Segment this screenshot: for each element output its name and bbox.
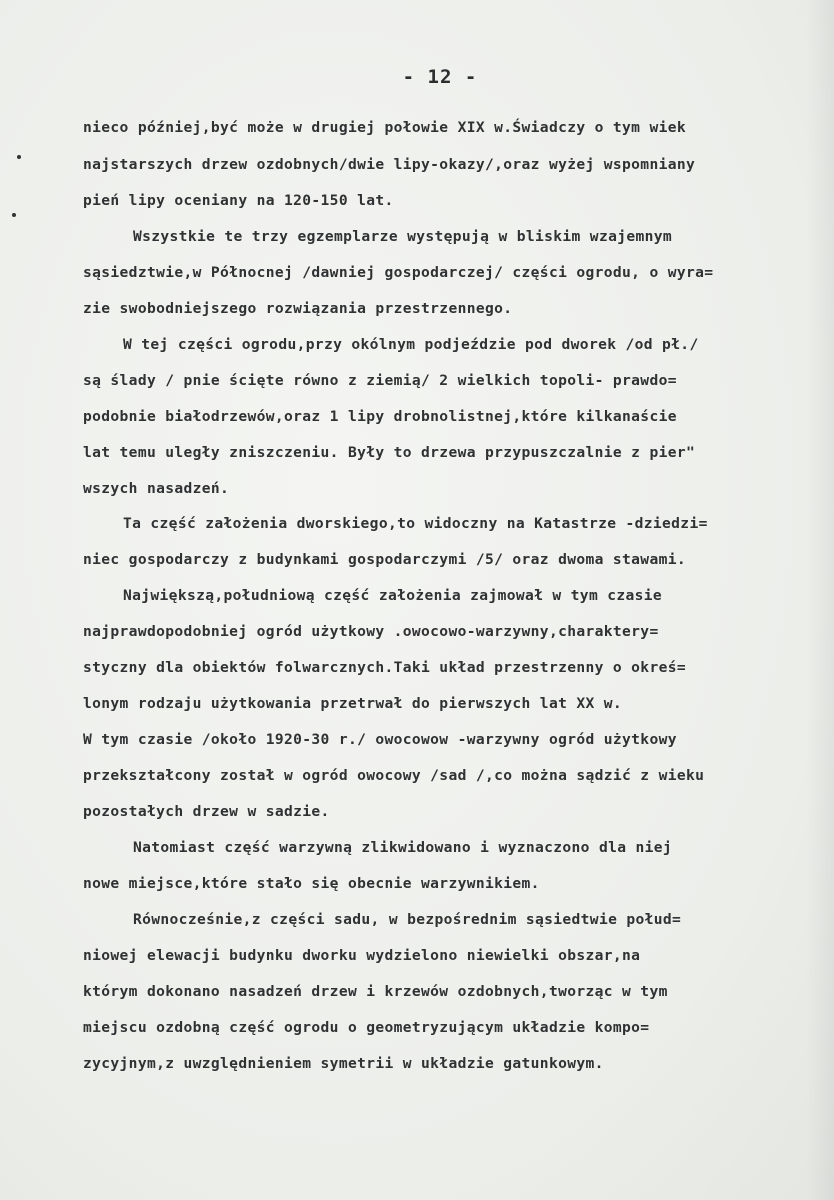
text-line: lonym rodzaju użytkowania przetrwał do pierwszych lat XX w. bbox=[83, 695, 623, 712]
text-line: Ta część założenia dworskiego,to widoczny na Katastrze -dziedzi= bbox=[123, 515, 708, 532]
text-line: Równocześnie,z części sadu, w bezpośrednim sąsiedtwie połud= bbox=[133, 911, 682, 928]
text-line: styczny dla obiektów folwarcznych.Taki układ przestrzenny o okreś= bbox=[83, 659, 686, 676]
margin-dot bbox=[12, 213, 16, 217]
page-number: - 12 - bbox=[402, 66, 478, 88]
text-line: wszych nasadzeń. bbox=[83, 480, 230, 497]
text-line: najprawdopodobniej ogród użytkowy .owocowo-warzywny,charaktery= bbox=[83, 623, 659, 640]
text-line: zycyjnym,z uwzględnieniem symetrii w układzie gatunkowym. bbox=[83, 1055, 604, 1072]
page-edge-shadow bbox=[806, 0, 834, 1200]
text-line: najstarszych drzew ozdobnych/dwie lipy-okazy/,oraz wyżej wspomniany bbox=[83, 156, 696, 173]
text-line: podobnie białodrzewów,oraz 1 lipy drobnolistnej,które kilkanaście bbox=[83, 408, 677, 425]
text-line: Wszystkie te trzy egzemplarze występują w bliskim wzajemnym bbox=[133, 228, 673, 245]
text-line: przekształcony został w ogród owocowy /sad /,co można sądzić z wieku bbox=[83, 767, 705, 784]
text-line: Natomiast część warzywną zlikwidowano i wyznaczono dla niej bbox=[133, 839, 673, 856]
margin-dot bbox=[17, 155, 21, 159]
text-line: pozostałych drzew w sadzie. bbox=[83, 803, 330, 820]
text-line: miejscu ozdobną część ogrodu o geometryzującym układzie kompo= bbox=[83, 1019, 650, 1036]
text-line: niowej elewacji budynku dworku wydzielono niewielki obszar,na bbox=[83, 947, 641, 964]
text-line: którym dokonano nasadzeń drzew i krzewów ozdobnych,tworząc w tym bbox=[83, 983, 668, 1000]
text-line: nowe miejsce,które stało się obecnie warzywnikiem. bbox=[83, 875, 540, 892]
text-line: sąsiedztwie,w Północnej /dawniej gospodarczej/ części ogrodu, o wyra= bbox=[83, 264, 714, 281]
text-line: niec gospodarczy z budynkami gospodarczymi /5/ oraz dwoma stawami. bbox=[83, 551, 686, 568]
text-line: nieco później,być może w drugiej połowie XIX w.Świadczy o tym wiek bbox=[83, 119, 686, 136]
text-line: lat temu uległy zniszczeniu. Były to drzewa przypuszczalnie z pier" bbox=[83, 444, 696, 461]
text-line: pień lipy oceniany na 120-150 lat. bbox=[83, 192, 394, 209]
text-line: zie swobodniejszego rozwiązania przestrzennego. bbox=[83, 300, 513, 317]
text-line: W tej części ogrodu,przy okólnym podjeździe pod dworek /od pł./ bbox=[123, 336, 699, 353]
text-line: W tym czasie /około 1920-30 r./ owocowow -warzywny ogród użytkowy bbox=[83, 731, 677, 748]
text-line: są ślady / pnie ścięte równo z ziemią/ 2 wielkich topoli- prawdo= bbox=[83, 372, 677, 389]
text-line: Największą,południową część założenia zajmował w tym czasie bbox=[123, 587, 663, 604]
